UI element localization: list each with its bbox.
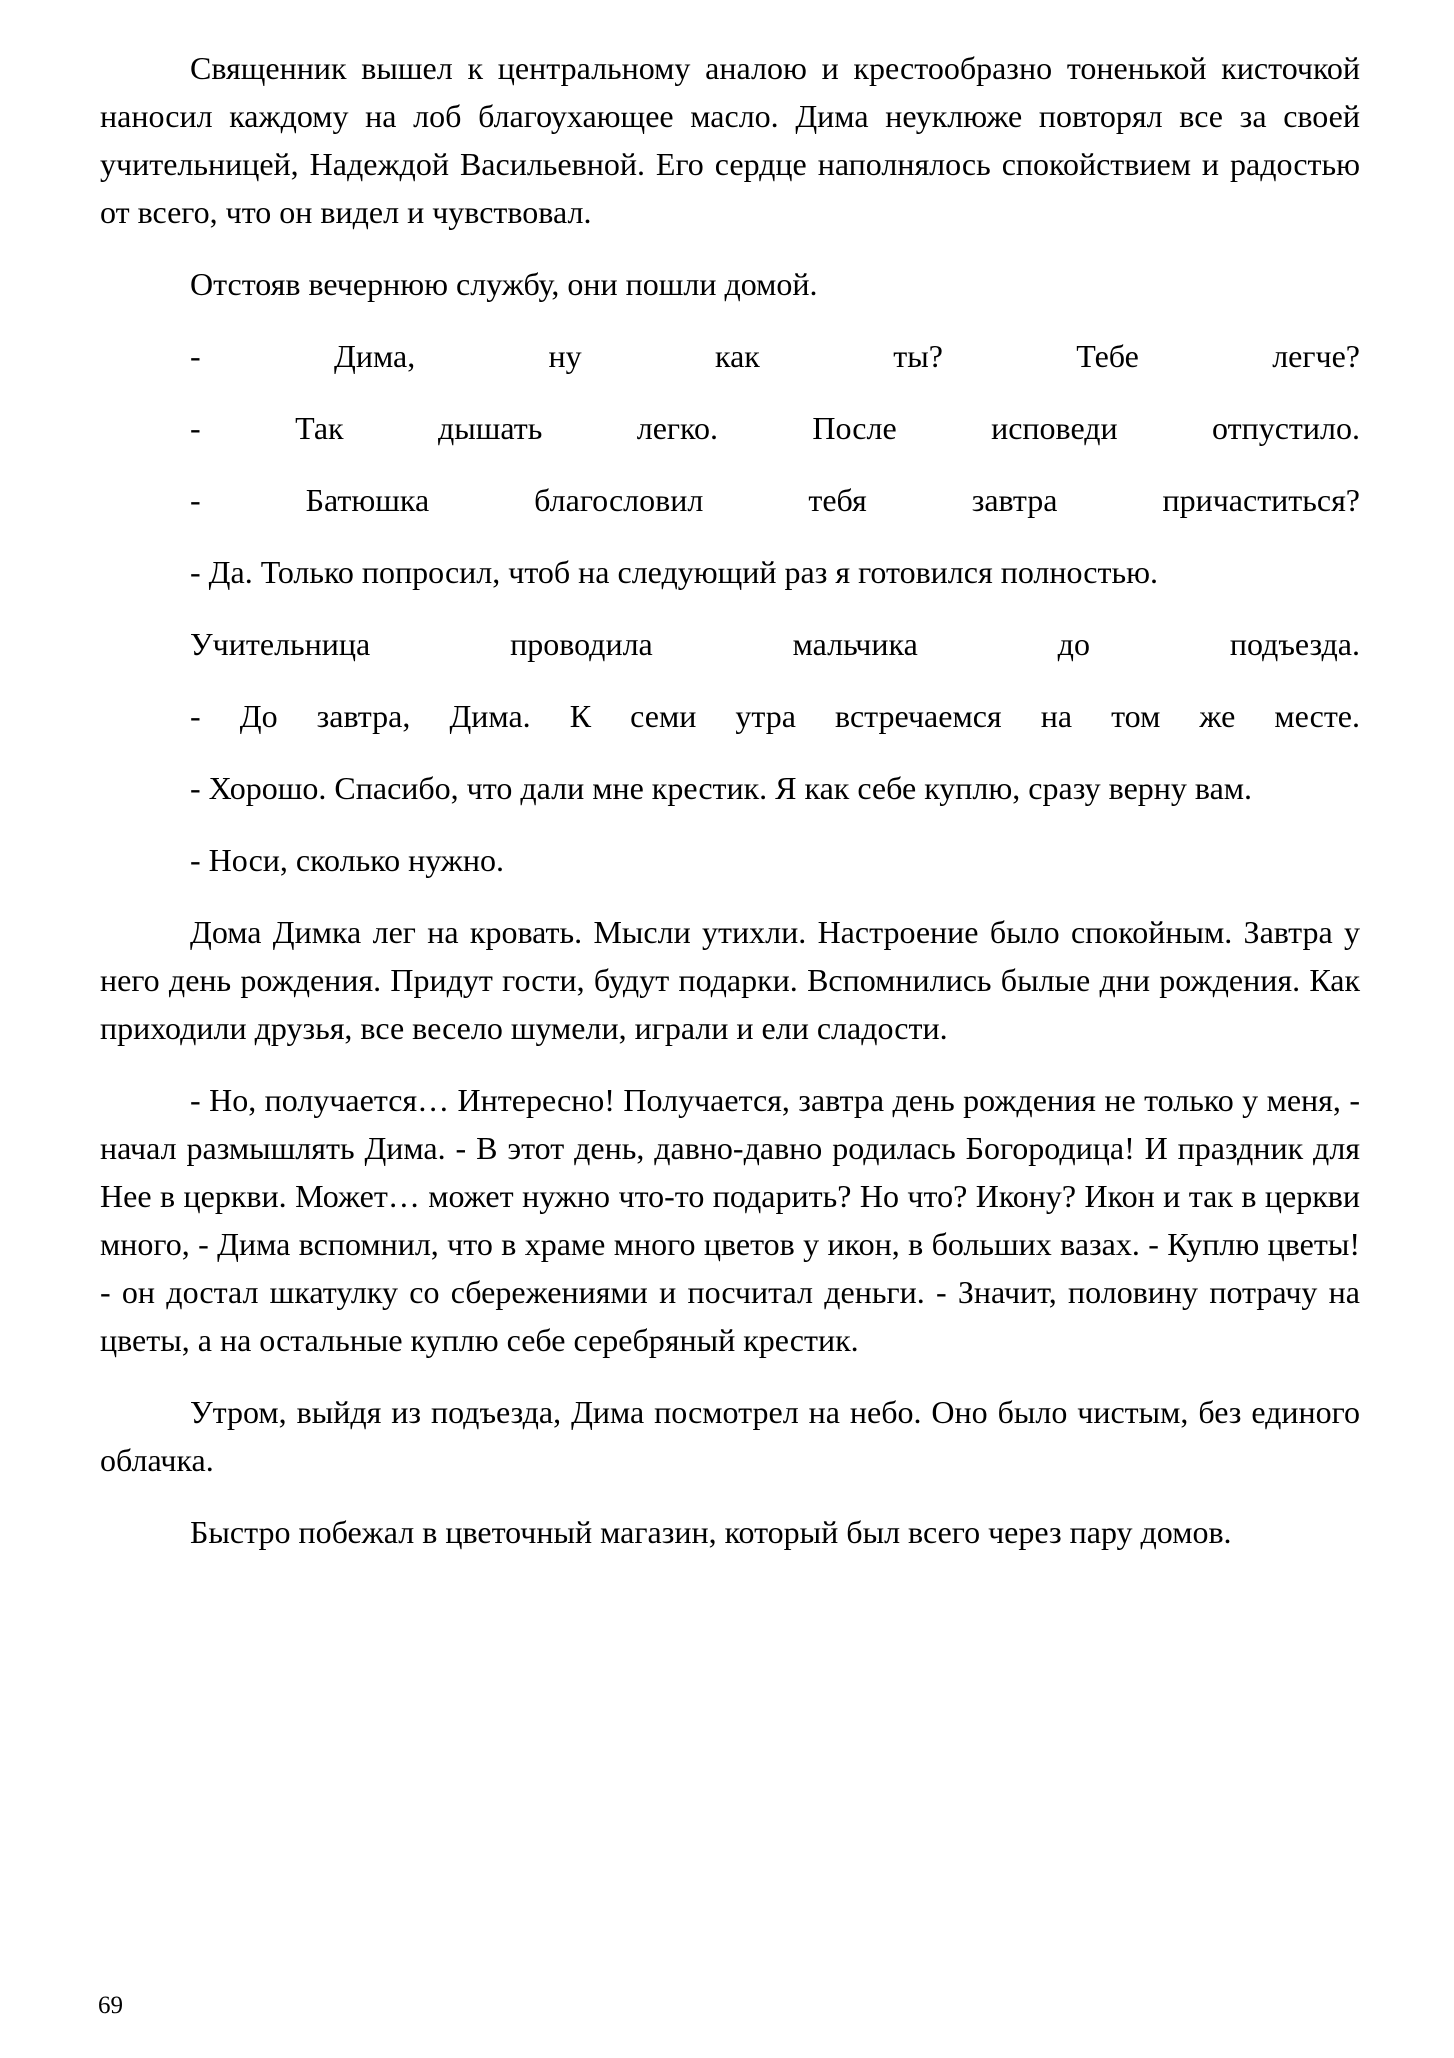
paragraph: - Дима, ну как ты? Тебе легче? — [190, 338, 1360, 374]
paragraph: Священник вышел к центральному аналою и крестообразно тоненькой кисточкой наносил каждому на лоб благоухающее масло. Дима неуклюже повторял все за своей учительницей, Надеждой Васильевной. Его сердце наполнялось спокойствием и радостью от всего, что он видел и чувствовал. — [100, 50, 1360, 230]
page-number: 69 — [98, 1992, 123, 2019]
paragraph: - Но, получается… Интересно! Получается, завтра день рождения не только у меня, - начал размышлять Дима. - В этот день, давно-давно родилась Богородица! И праздник для Нее в церкви. Может… может нужно что-то подарить? Но что? Икону? Икон и так в церкви много, - Дима вспомнил, что в храме много цветов у икон, в больших вазах. - Куплю цветы! - он достал шкатулку со сбережениями и посчитал деньги. - Значит, половину потрачу на цветы, а на остальные куплю себе серебряный крестик. — [100, 1082, 1360, 1358]
paragraph: Учительница проводила мальчика до подъезда. — [190, 626, 1360, 662]
paragraph: - До завтра, Дима. К семи утра встречаемся на том же месте. — [190, 698, 1360, 734]
paragraph: - Батюшка благословил тебя завтра причаститься? — [190, 482, 1360, 518]
paragraph: - Да. Только попросил, чтоб на следующий раз я готовился полностью. — [190, 554, 1158, 590]
paragraph: - Носи, сколько нужно. — [190, 842, 505, 878]
paragraph: - Хорошо. Спасибо, что дали мне крестик. Я как себе куплю, сразу верну вам. — [190, 770, 1253, 806]
page-body — [100, 44, 1360, 1556]
paragraph: Быстро побежал в цветочный магазин, который был всего через пару домов. — [190, 1514, 1232, 1550]
paragraph: Дома Димка лег на кровать. Мысли утихли. Настроение было спокойным. Завтра у него день рождения. Придут гости, будут подарки. Вспомнились былые дни рождения. Как приходили друзья, все весело шумели, играли и ели сладости. — [100, 914, 1360, 1046]
paragraph: Отстояв вечернюю службу, они пошли домой. — [190, 266, 818, 302]
paragraph: Утром, выйдя из подъезда, Дима посмотрел на небо. Оно было чистым, без единого облачка. — [100, 1394, 1360, 1478]
paragraph: - Так дышать легко. После исповеди отпустило. — [190, 410, 1360, 446]
